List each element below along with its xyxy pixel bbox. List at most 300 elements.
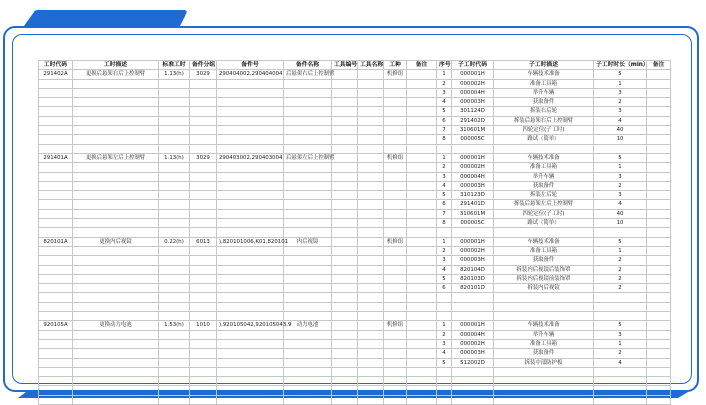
column-header[interactable]: 序号 <box>437 61 452 70</box>
table-cell[interactable] <box>39 116 73 125</box>
table-cell[interactable] <box>358 181 384 190</box>
sub-minutes-cell[interactable]: 3 <box>594 107 647 116</box>
sub-desc-cell[interactable]: 拆装中部防护板 <box>494 358 594 367</box>
table-cell[interactable] <box>358 377 384 386</box>
table-cell[interactable] <box>217 284 284 293</box>
table-cell[interactable] <box>437 377 452 386</box>
table-cell[interactable] <box>358 386 384 395</box>
table-cell[interactable] <box>407 172 437 181</box>
sub-desc-cell[interactable]: 拆装内后视镜后装饰罩 <box>494 265 594 274</box>
sub-index-cell[interactable]: 6 <box>437 116 452 125</box>
sub-remark-cell[interactable] <box>647 358 671 367</box>
column-header[interactable]: 子工时描述 <box>494 61 594 70</box>
table-cell[interactable] <box>332 293 358 302</box>
table-cell[interactable] <box>384 191 407 200</box>
table-cell[interactable] <box>384 302 407 311</box>
sub-minutes-cell[interactable]: 2 <box>594 349 647 358</box>
sub-index-cell[interactable]: 2 <box>437 330 452 339</box>
table-cell[interactable] <box>284 274 332 283</box>
sub-minutes-cell[interactable]: 1 <box>594 163 647 172</box>
sub-index-cell[interactable]: 8 <box>437 135 452 144</box>
table-cell[interactable] <box>73 302 159 311</box>
table-cell[interactable] <box>73 126 159 135</box>
table-cell[interactable] <box>39 395 73 404</box>
sub-code-cell[interactable]: 000001H <box>452 237 494 246</box>
sub-code-cell[interactable]: 310123D <box>452 191 494 200</box>
table-cell[interactable] <box>159 274 190 283</box>
table-cell[interactable] <box>332 107 358 116</box>
sub-minutes-cell[interactable]: 2 <box>594 98 647 107</box>
table-cell[interactable] <box>452 377 494 386</box>
table-cell[interactable] <box>332 172 358 181</box>
sub-remark-cell[interactable] <box>647 107 671 116</box>
table-cell[interactable] <box>407 339 437 348</box>
table-cell[interactable] <box>384 98 407 107</box>
sub-index-cell[interactable]: 1 <box>437 321 452 330</box>
table-cell[interactable] <box>384 395 407 404</box>
table-cell[interactable] <box>73 79 159 88</box>
table-cell[interactable] <box>217 107 284 116</box>
sub-desc-cell[interactable]: 获取备件 <box>494 181 594 190</box>
table-cell[interactable] <box>73 312 159 321</box>
sub-code-cell[interactable]: 000004H <box>452 88 494 97</box>
table-cell[interactable] <box>217 349 284 358</box>
sub-index-cell[interactable]: 2 <box>437 79 452 88</box>
table-cell[interactable] <box>358 274 384 283</box>
table-cell[interactable] <box>358 163 384 172</box>
tool-number-cell[interactable] <box>332 237 358 246</box>
sub-code-cell[interactable]: 000002H <box>452 246 494 255</box>
part-number-cell[interactable]: 290403002,290403004 <box>217 153 284 162</box>
table-cell[interactable] <box>384 88 407 97</box>
sub-remark-cell[interactable] <box>647 153 671 162</box>
table-cell[interactable] <box>159 228 190 237</box>
table-cell[interactable] <box>332 395 358 404</box>
table-cell[interactable] <box>159 386 190 395</box>
table-cell[interactable] <box>39 79 73 88</box>
sub-desc-cell[interactable]: 四轮定位(子工时) <box>494 126 594 135</box>
table-cell[interactable] <box>39 98 73 107</box>
table-cell[interactable] <box>358 209 384 218</box>
table-cell[interactable] <box>73 172 159 181</box>
sub-code-cell[interactable]: 512002D <box>452 358 494 367</box>
table-cell[interactable] <box>358 219 384 228</box>
table-cell[interactable] <box>190 191 217 200</box>
table-cell[interactable] <box>217 126 284 135</box>
part-name-cell[interactable]: 后悬架右后上控制臂 <box>284 70 332 79</box>
table-cell[interactable] <box>384 293 407 302</box>
table-cell[interactable] <box>384 126 407 135</box>
table-cell[interactable] <box>217 191 284 200</box>
sub-code-cell[interactable]: 000003H <box>452 181 494 190</box>
sub-index-cell[interactable]: 5 <box>437 107 452 116</box>
table-cell[interactable] <box>73 135 159 144</box>
table-cell[interactable] <box>284 330 332 339</box>
table-cell[interactable] <box>494 367 594 376</box>
table-cell[interactable] <box>190 256 217 265</box>
sub-index-cell[interactable]: 5 <box>437 191 452 200</box>
table-cell[interactable] <box>384 339 407 348</box>
table-cell[interactable] <box>190 200 217 209</box>
table-cell[interactable] <box>190 163 217 172</box>
sub-minutes-cell[interactable]: 40 <box>594 209 647 218</box>
part-name-cell[interactable]: 动力电池 <box>284 321 332 330</box>
table-cell[interactable] <box>159 135 190 144</box>
sub-index-cell[interactable]: 5 <box>437 274 452 283</box>
table-cell[interactable] <box>384 181 407 190</box>
table-cell[interactable] <box>190 79 217 88</box>
table-cell[interactable] <box>159 367 190 376</box>
table-cell[interactable] <box>384 116 407 125</box>
table-cell[interactable] <box>407 377 437 386</box>
sub-index-cell[interactable]: 6 <box>437 284 452 293</box>
table-cell[interactable] <box>332 386 358 395</box>
table-cell[interactable] <box>594 144 647 153</box>
table-cell[interactable] <box>190 349 217 358</box>
sub-minutes-cell[interactable]: 1 <box>594 79 647 88</box>
column-header[interactable]: 标准工时 <box>159 61 190 70</box>
table-cell[interactable] <box>159 144 190 153</box>
table-cell[interactable] <box>190 284 217 293</box>
table-cell[interactable] <box>39 228 73 237</box>
table-cell[interactable] <box>407 88 437 97</box>
sub-minutes-cell[interactable]: 10 <box>594 135 647 144</box>
sub-code-cell[interactable]: 000001H <box>452 153 494 162</box>
sub-code-cell[interactable]: 000002H <box>452 163 494 172</box>
part-number-cell[interactable]: ),820101006,K01,820101 <box>217 237 284 246</box>
table-cell[interactable] <box>190 274 217 283</box>
sub-remark-cell[interactable] <box>647 330 671 339</box>
table-cell[interactable] <box>437 293 452 302</box>
table-cell[interactable] <box>217 79 284 88</box>
table-cell[interactable] <box>358 358 384 367</box>
table-cell[interactable] <box>407 191 437 200</box>
table-cell[interactable] <box>494 144 594 153</box>
column-header[interactable]: 工具名称 <box>358 61 384 70</box>
part-group-cell[interactable]: 6013 <box>190 237 217 246</box>
table-cell[interactable] <box>39 274 73 283</box>
table-cell[interactable] <box>159 88 190 97</box>
sub-minutes-cell[interactable]: 4 <box>594 116 647 125</box>
table-cell[interactable] <box>647 228 671 237</box>
sub-remark-cell[interactable] <box>647 246 671 255</box>
table-cell[interactable] <box>284 358 332 367</box>
table-cell[interactable] <box>284 228 332 237</box>
table-cell[interactable] <box>358 88 384 97</box>
table-cell[interactable] <box>159 330 190 339</box>
remark-cell[interactable] <box>407 153 437 162</box>
table-cell[interactable] <box>452 367 494 376</box>
table-cell[interactable] <box>407 200 437 209</box>
table-cell[interactable] <box>407 107 437 116</box>
table-cell[interactable] <box>647 367 671 376</box>
table-cell[interactable] <box>384 367 407 376</box>
table-cell[interactable] <box>384 349 407 358</box>
table-cell[interactable] <box>217 293 284 302</box>
tool-name-cell[interactable] <box>358 237 384 246</box>
table-cell[interactable] <box>332 312 358 321</box>
table-cell[interactable] <box>407 219 437 228</box>
table-cell[interactable] <box>407 265 437 274</box>
table-cell[interactable] <box>332 144 358 153</box>
sub-minutes-cell[interactable]: 5 <box>594 237 647 246</box>
table-cell[interactable] <box>217 274 284 283</box>
sub-remark-cell[interactable] <box>647 339 671 348</box>
table-cell[interactable] <box>452 293 494 302</box>
table-cell[interactable] <box>407 367 437 376</box>
sub-remark-cell[interactable] <box>647 200 671 209</box>
table-cell[interactable] <box>384 386 407 395</box>
table-cell[interactable] <box>358 135 384 144</box>
sub-index-cell[interactable]: 4 <box>437 98 452 107</box>
table-cell[interactable] <box>217 330 284 339</box>
table-cell[interactable] <box>190 116 217 125</box>
table-cell[interactable] <box>73 228 159 237</box>
table-cell[interactable] <box>358 172 384 181</box>
sub-remark-cell[interactable] <box>647 135 671 144</box>
table-cell[interactable] <box>73 386 159 395</box>
table-cell[interactable] <box>384 312 407 321</box>
sub-minutes-cell[interactable]: 3 <box>594 191 647 200</box>
table-cell[interactable] <box>407 144 437 153</box>
table-cell[interactable] <box>190 88 217 97</box>
table-cell[interactable] <box>332 256 358 265</box>
table-cell[interactable] <box>159 395 190 404</box>
labor-desc-cell[interactable]: 更换内后视镜 <box>73 237 159 246</box>
sub-minutes-cell[interactable]: 2 <box>594 256 647 265</box>
sub-desc-cell[interactable]: 拆装左后轮 <box>494 191 594 200</box>
table-cell[interactable] <box>494 386 594 395</box>
sub-remark-cell[interactable] <box>647 181 671 190</box>
table-cell[interactable] <box>358 228 384 237</box>
sub-desc-cell[interactable]: 拆装内后视镜 <box>494 284 594 293</box>
table-cell[interactable] <box>358 284 384 293</box>
sub-desc-cell[interactable]: 拆装右后轮 <box>494 107 594 116</box>
table-cell[interactable] <box>217 386 284 395</box>
table-cell[interactable] <box>159 181 190 190</box>
sub-index-cell[interactable]: 3 <box>437 256 452 265</box>
table-cell[interactable] <box>407 163 437 172</box>
sub-index-cell[interactable]: 5 <box>437 358 452 367</box>
sub-remark-cell[interactable] <box>647 163 671 172</box>
sub-code-cell[interactable]: 310601M <box>452 209 494 218</box>
table-cell[interactable] <box>284 98 332 107</box>
table-cell[interactable] <box>73 293 159 302</box>
table-cell[interactable] <box>284 200 332 209</box>
sub-code-cell[interactable]: 000001H <box>452 321 494 330</box>
part-number-cell[interactable]: ),920105042,920105043,9 <box>217 321 284 330</box>
remark-cell[interactable] <box>407 237 437 246</box>
table-cell[interactable] <box>358 98 384 107</box>
sub-remark-cell[interactable] <box>647 126 671 135</box>
table-cell[interactable] <box>217 88 284 97</box>
table-cell[interactable] <box>358 367 384 376</box>
table-cell[interactable] <box>437 144 452 153</box>
sub-remark-cell[interactable] <box>647 219 671 228</box>
table-cell[interactable] <box>358 200 384 209</box>
sub-minutes-cell[interactable]: 5 <box>594 70 647 79</box>
table-cell[interactable] <box>332 126 358 135</box>
table-cell[interactable] <box>647 395 671 404</box>
sub-desc-cell[interactable]: 举升车辆 <box>494 88 594 97</box>
table-cell[interactable] <box>384 172 407 181</box>
table-cell[interactable] <box>73 256 159 265</box>
table-cell[interactable] <box>39 88 73 97</box>
table-cell[interactable] <box>73 265 159 274</box>
sub-desc-cell[interactable]: 获取备件 <box>494 98 594 107</box>
sub-index-cell[interactable]: 8 <box>437 219 452 228</box>
table-cell[interactable] <box>159 126 190 135</box>
table-cell[interactable] <box>217 200 284 209</box>
table-cell[interactable] <box>190 126 217 135</box>
table-cell[interactable] <box>39 386 73 395</box>
table-cell[interactable] <box>73 107 159 116</box>
sub-index-cell[interactable]: 7 <box>437 126 452 135</box>
column-header[interactable]: 工具编号 <box>332 61 358 70</box>
table-cell[interactable] <box>594 395 647 404</box>
sub-desc-cell[interactable]: 准备工具箱 <box>494 339 594 348</box>
labor-desc-cell[interactable]: 更换后悬架右后上控制臂 <box>73 70 159 79</box>
table-cell[interactable] <box>284 293 332 302</box>
table-cell[interactable] <box>494 228 594 237</box>
sub-remark-cell[interactable] <box>647 349 671 358</box>
sub-code-cell[interactable]: 000002H <box>452 339 494 348</box>
column-header[interactable]: 子工时代码 <box>452 61 494 70</box>
table-cell[interactable] <box>39 219 73 228</box>
sub-remark-cell[interactable] <box>647 191 671 200</box>
table-cell[interactable] <box>159 349 190 358</box>
table-cell[interactable] <box>73 116 159 125</box>
sub-desc-cell[interactable]: 获取备件 <box>494 349 594 358</box>
labor-code-cell[interactable]: 820101A <box>39 237 73 246</box>
sub-remark-cell[interactable] <box>647 88 671 97</box>
sub-desc-cell[interactable]: 获取备件 <box>494 256 594 265</box>
sub-code-cell[interactable]: 000002H <box>452 79 494 88</box>
table-cell[interactable] <box>332 98 358 107</box>
table-cell[interactable] <box>284 79 332 88</box>
table-cell[interactable] <box>594 367 647 376</box>
sub-remark-cell[interactable] <box>647 70 671 79</box>
table-cell[interactable] <box>39 107 73 116</box>
table-cell[interactable] <box>647 302 671 311</box>
part-group-cell[interactable]: 3029 <box>190 153 217 162</box>
sub-remark-cell[interactable] <box>647 265 671 274</box>
table-cell[interactable] <box>284 386 332 395</box>
table-cell[interactable] <box>39 302 73 311</box>
table-cell[interactable] <box>384 144 407 153</box>
table-cell[interactable] <box>358 116 384 125</box>
sub-remark-cell[interactable] <box>647 274 671 283</box>
sub-minutes-cell[interactable]: 2 <box>594 265 647 274</box>
table-cell[interactable] <box>190 265 217 274</box>
table-cell[interactable] <box>407 302 437 311</box>
sub-minutes-cell[interactable]: 1 <box>594 339 647 348</box>
tool-name-cell[interactable] <box>358 70 384 79</box>
table-cell[interactable] <box>190 246 217 255</box>
table-cell[interactable] <box>494 293 594 302</box>
table-cell[interactable] <box>159 246 190 255</box>
table-cell[interactable] <box>358 107 384 116</box>
table-cell[interactable] <box>358 395 384 404</box>
sub-minutes-cell[interactable]: 2 <box>594 284 647 293</box>
table-cell[interactable] <box>159 358 190 367</box>
part-group-cell[interactable]: 3029 <box>190 70 217 79</box>
table-cell[interactable] <box>190 377 217 386</box>
table-cell[interactable] <box>407 209 437 218</box>
sub-code-cell[interactable]: 820103D <box>452 274 494 283</box>
table-cell[interactable] <box>217 228 284 237</box>
sub-remark-cell[interactable] <box>647 209 671 218</box>
sub-code-cell[interactable]: 000003H <box>452 349 494 358</box>
table-cell[interactable] <box>217 358 284 367</box>
sub-index-cell[interactable]: 4 <box>437 265 452 274</box>
table-cell[interactable] <box>159 265 190 274</box>
table-cell[interactable] <box>332 219 358 228</box>
sub-index-cell[interactable]: 3 <box>437 172 452 181</box>
column-header[interactable]: 子工时时长（min） <box>594 61 647 70</box>
table-cell[interactable] <box>159 302 190 311</box>
table-cell[interactable] <box>332 377 358 386</box>
table-cell[interactable] <box>384 330 407 339</box>
table-cell[interactable] <box>73 219 159 228</box>
table-cell[interactable] <box>358 144 384 153</box>
table-cell[interactable] <box>39 377 73 386</box>
table-cell[interactable] <box>384 284 407 293</box>
table-cell[interactable] <box>159 339 190 348</box>
sub-remark-cell[interactable] <box>647 116 671 125</box>
table-cell[interactable] <box>332 181 358 190</box>
table-cell[interactable] <box>358 293 384 302</box>
table-cell[interactable] <box>284 302 332 311</box>
table-cell[interactable] <box>594 386 647 395</box>
table-cell[interactable] <box>332 339 358 348</box>
column-header[interactable]: 备注 <box>407 61 437 70</box>
sub-code-cell[interactable]: 000004H <box>452 330 494 339</box>
column-header[interactable]: 备件分组 <box>190 61 217 70</box>
table-cell[interactable] <box>647 312 671 321</box>
table-cell[interactable] <box>159 172 190 181</box>
table-cell[interactable] <box>332 330 358 339</box>
table-cell[interactable] <box>358 339 384 348</box>
table-cell[interactable] <box>39 209 73 218</box>
trade-cell[interactable]: 机修组 <box>384 237 407 246</box>
table-cell[interactable] <box>407 312 437 321</box>
table-cell[interactable] <box>190 172 217 181</box>
table-cell[interactable] <box>284 88 332 97</box>
table-cell[interactable] <box>384 246 407 255</box>
sub-minutes-cell[interactable]: 3 <box>594 88 647 97</box>
table-cell[interactable] <box>217 219 284 228</box>
table-cell[interactable] <box>332 116 358 125</box>
table-cell[interactable] <box>217 367 284 376</box>
sub-minutes-cell[interactable]: 2 <box>594 274 647 283</box>
table-cell[interactable] <box>384 219 407 228</box>
table-cell[interactable] <box>190 302 217 311</box>
table-cell[interactable] <box>332 88 358 97</box>
table-cell[interactable] <box>73 163 159 172</box>
sub-code-cell[interactable]: 000001H <box>452 70 494 79</box>
table-cell[interactable] <box>332 274 358 283</box>
table-cell[interactable] <box>407 228 437 237</box>
table-cell[interactable] <box>159 116 190 125</box>
table-cell[interactable] <box>284 246 332 255</box>
table-cell[interactable] <box>159 209 190 218</box>
table-cell[interactable] <box>407 386 437 395</box>
table-cell[interactable] <box>452 302 494 311</box>
table-cell[interactable] <box>407 246 437 255</box>
table-cell[interactable] <box>190 339 217 348</box>
table-cell[interactable] <box>494 377 594 386</box>
